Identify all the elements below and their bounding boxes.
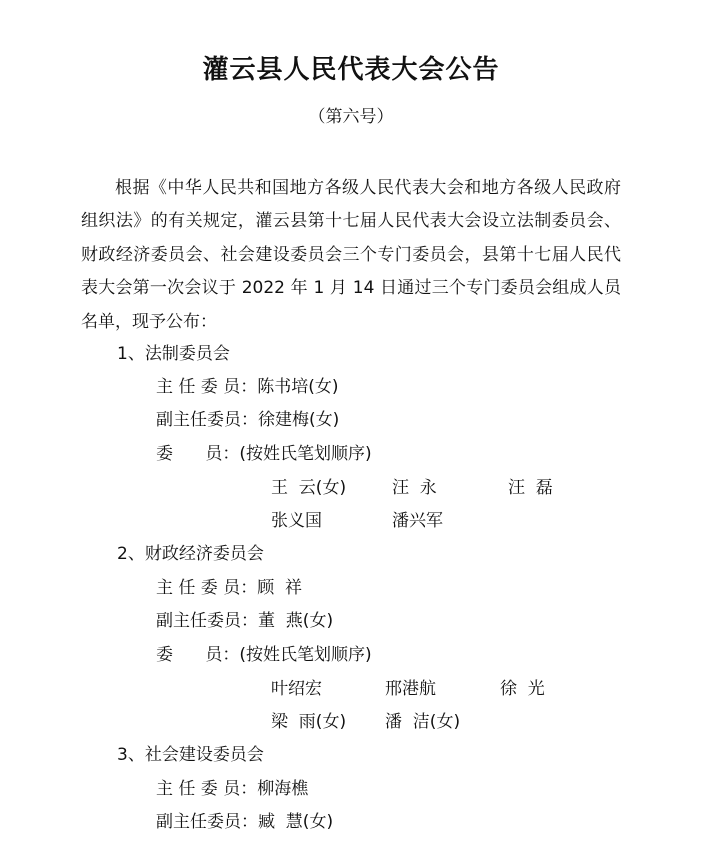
- committee-vice-chair: 副主任委员：臧 慧(女): [156, 812, 334, 832]
- committee-member: 潘 洁(女): [385, 712, 461, 732]
- committee-chair: 主 任 委 员：陈书培(女): [156, 377, 339, 397]
- committee-member: 汪 磊: [508, 478, 553, 498]
- committee-chair: 主 任 委 员：柳海樵: [156, 779, 309, 799]
- committee-vice-chair: 副主任委员：徐建梅(女): [156, 410, 340, 430]
- announcement-number: （第六号）: [308, 107, 394, 127]
- committee-member: 徐 光: [500, 679, 545, 699]
- announcement-title: 灌云县人民代表大会公告: [202, 55, 500, 85]
- committee-member: 邢港航: [385, 679, 436, 699]
- committee-vice-chair: 副主任委员：董 燕(女): [156, 611, 334, 631]
- committee-member: 叶绍宏: [271, 679, 322, 699]
- committee-members-label: 委 员：(按姓氏笔划顺序): [156, 444, 372, 464]
- committee-member: 汪 永: [392, 478, 437, 498]
- committee-heading: 3、社会建设委员会: [117, 745, 264, 765]
- committee-chair: 主 任 委 员：顾 祥: [156, 578, 303, 598]
- committee-member: 张义国: [271, 511, 322, 531]
- committee-member: 潘兴军: [392, 511, 443, 531]
- committee-member: 梁 雨(女): [271, 712, 347, 732]
- committee-heading: 2、财政经济委员会: [117, 544, 264, 564]
- announcement-intro: 根据《中华人民共和国地方各级人民代表大会和地方各级人民政府组织法》的有关规定，灌云县第十七届人民代表大会设立法制委员会、财政经济委员会、社会建设委员会三个专门委员会，县第十七届人民代表大会第一次会议于 2022 年 1 月 14 日通过三个专门委员会组成人员名单，现予公布：: [81, 178, 621, 332]
- committee-members-label: 委 员：(按姓氏笔划顺序): [156, 645, 372, 665]
- committee-member: 王 云(女): [271, 478, 347, 498]
- committee-heading: 1、法制委员会: [117, 344, 230, 364]
